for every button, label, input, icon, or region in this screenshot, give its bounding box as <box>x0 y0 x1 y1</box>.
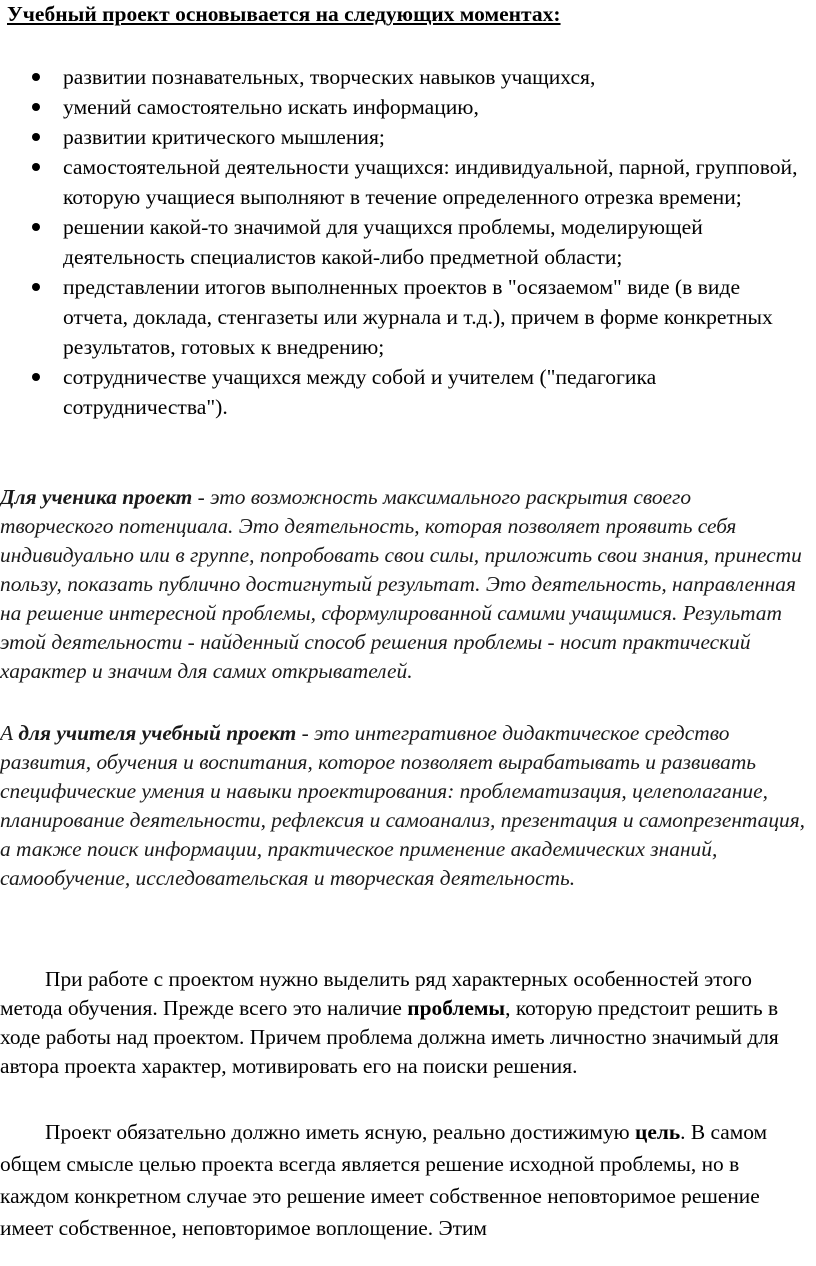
problem-keyword: проблемы <box>407 996 506 1020</box>
problem-paragraph <box>0 965 816 1081</box>
teacher-paragraph-lead: А <box>0 721 19 745</box>
list-item <box>0 362 816 422</box>
bullet-icon <box>32 223 40 231</box>
student-paragraph-lead: Для ученика проект <box>0 485 193 509</box>
student-paragraph <box>0 483 816 686</box>
goal-paragraph-text: Проект обязательно должно иметь ясную, реально достижимую <box>45 1120 635 1144</box>
bullet-icon <box>32 163 40 171</box>
list-item-text: умений самостоятельно искать информацию, <box>63 95 479 119</box>
list-item-text: решении какой-то значимой для учащихся проблемы, моделирующей деятельность специалистов какой-либо предметной области; <box>63 215 703 269</box>
goal-paragraph <box>0 1116 816 1244</box>
bullet-icon <box>32 103 40 111</box>
list-item <box>0 62 816 92</box>
bullet-list <box>0 62 816 422</box>
list-item <box>0 122 816 152</box>
bullet-icon <box>32 73 40 81</box>
problem-paragraph-text: При работе с проектом нужно выделить ряд характерных особенностей этого метода обучения. Прежде всего это наличие <box>0 967 752 1020</box>
list-item <box>0 212 816 272</box>
list-item-text: самостоятельной деятельности учащихся: индивидуальной, парной, групповой, которую учащиеся выполняют в течение определенного отрезка времени; <box>63 155 798 209</box>
list-item-text: представлении итогов выполненных проектов в "осязаемом" виде (в виде отчета, доклада, стенгазеты или журнала и т.д.), причем в форме конкретных результатов, готовых к внедрению; <box>63 275 773 359</box>
bullet-icon <box>32 283 40 291</box>
problem-paragraph-text-end: , которую предстоит решить в ходе работы над проектом. Причем проблема должна иметь личностно значимый для автора проекта характер, мотивировать его на поиски решения. <box>0 996 779 1078</box>
goal-keyword: цель <box>635 1120 681 1144</box>
list-item <box>0 92 816 122</box>
student-paragraph-text: - это возможность максимального раскрытия своего творческого потенциала. Это деятельность, которая позволяет проявить себя индивидуально или в группе, попробовать свои силы, приложить свои знания, принести пользу, показать публично достигнутый результат. Это деятельность, направленная на решение интересной проблемы, сформулированной самими учащимися. Результат этой деятельности - найденный способ решения проблемы - носит практический характер и значим для самих открывателей. <box>0 485 802 683</box>
bullet-icon <box>32 133 40 141</box>
page-heading: Учебный проект основывается на следующих моментах: <box>7 2 561 26</box>
list-item-text: развитии познавательных, творческих навыков учащихся, <box>63 65 596 89</box>
list-item <box>0 152 816 212</box>
goal-paragraph-text-end: . В самом общем смысле целью проекта всегда является решение исходной проблемы, но в каждом конкретном случае это решение имеет собственное неповторимое решение имеет собственное, неповторимое воплощение. Этим <box>0 1120 768 1240</box>
teacher-paragraph-text: - это интегративное дидактическое средство развития, обучения и воспитания, которое позволяет вырабатывать и развивать специфические умения и навыки проектирования: проблематизация, целеполагание, планирование деятельности, рефлексия и самоанализ, презентация и самопрезентация, а также поиск информации, практическое применение академических знаний, самообучение, исследовательская и творческая деятельность. <box>0 721 806 890</box>
list-item <box>0 272 816 362</box>
teacher-paragraph <box>0 719 816 893</box>
list-item-text: развитии критического мышления; <box>63 125 385 149</box>
bullet-icon <box>32 373 40 381</box>
list-item-text: сотрудничестве учащихся между собой и учителем ("педагогика сотрудничества"). <box>63 365 657 419</box>
teacher-paragraph-bold: для учителя учебный проект <box>18 721 297 745</box>
